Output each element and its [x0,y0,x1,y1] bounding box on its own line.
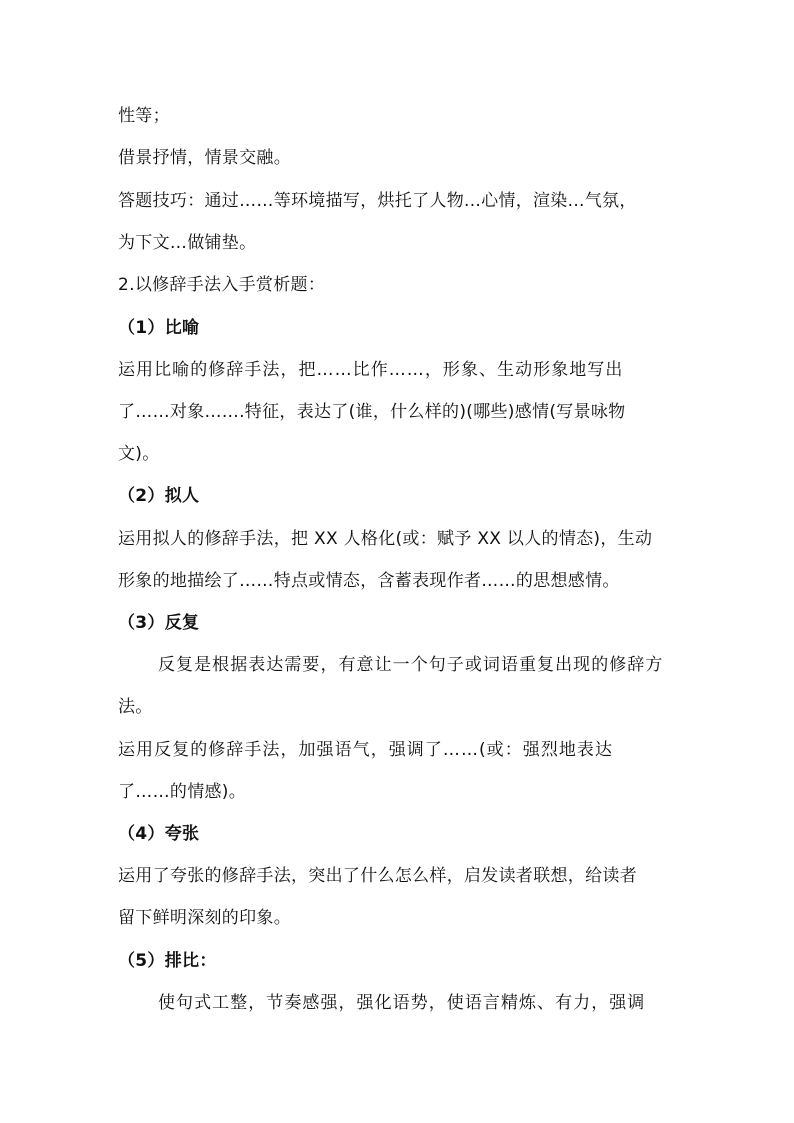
text-line: 运用了夸张的修辞手法，突出了什么怎么样，启发读者联想，给读者 [118,866,637,886]
text-line: 2.以修辞手法入手赏析题： [118,275,326,295]
text-line: 留下鲜明深刻的印象。 [118,908,291,928]
section-heading-parallelism: （5）排比： [118,951,217,971]
section-heading-metaphor: （1）比喻 [118,318,200,338]
text-line: 法。 [118,697,153,717]
section-heading-exaggeration: （4）夸张 [118,824,200,844]
text-line: 了……对象…….特征，表达了(谁，什么样的)(哪些)感情(写景咏物 [118,402,626,422]
text-line: 使句式工整，节奏感强，强化语势，使语言精炼、有力，强调 [158,993,646,1013]
text-line: 答题技巧：通过……等环境描写，烘托了人物...心情，渲染...气氛， [118,191,637,211]
text-line: 文)。 [118,444,160,464]
text-line: 运用拟人的修辞手法，把 XX 人格化(或：赋予 XX 以人的情态)，生动 [118,529,653,549]
text-line: 运用比喻的修辞手法，把……比作……，形象、生动形象地写出 [118,360,624,380]
text-line: 性等； [118,106,170,126]
section-heading-repetition: （3）反复 [118,613,200,633]
section-heading-personification: （2）拟人 [118,486,200,506]
text-line: 形象的地描绘了……特点或情态，含蓄表现作者……的思想感情。 [118,571,620,591]
text-line: 运用反复的修辞手法，加强语气，强调了……(或：强烈地表达 [118,740,614,760]
text-line: 反复是根据表达需要，有意让一个句子或词语重复出现的修辞方 [158,655,664,675]
text-line: 借景抒情，情景交融。 [118,148,291,168]
text-line: 为下文…做铺垫。 [118,233,257,253]
text-line: 了……的情感)。 [118,782,247,802]
